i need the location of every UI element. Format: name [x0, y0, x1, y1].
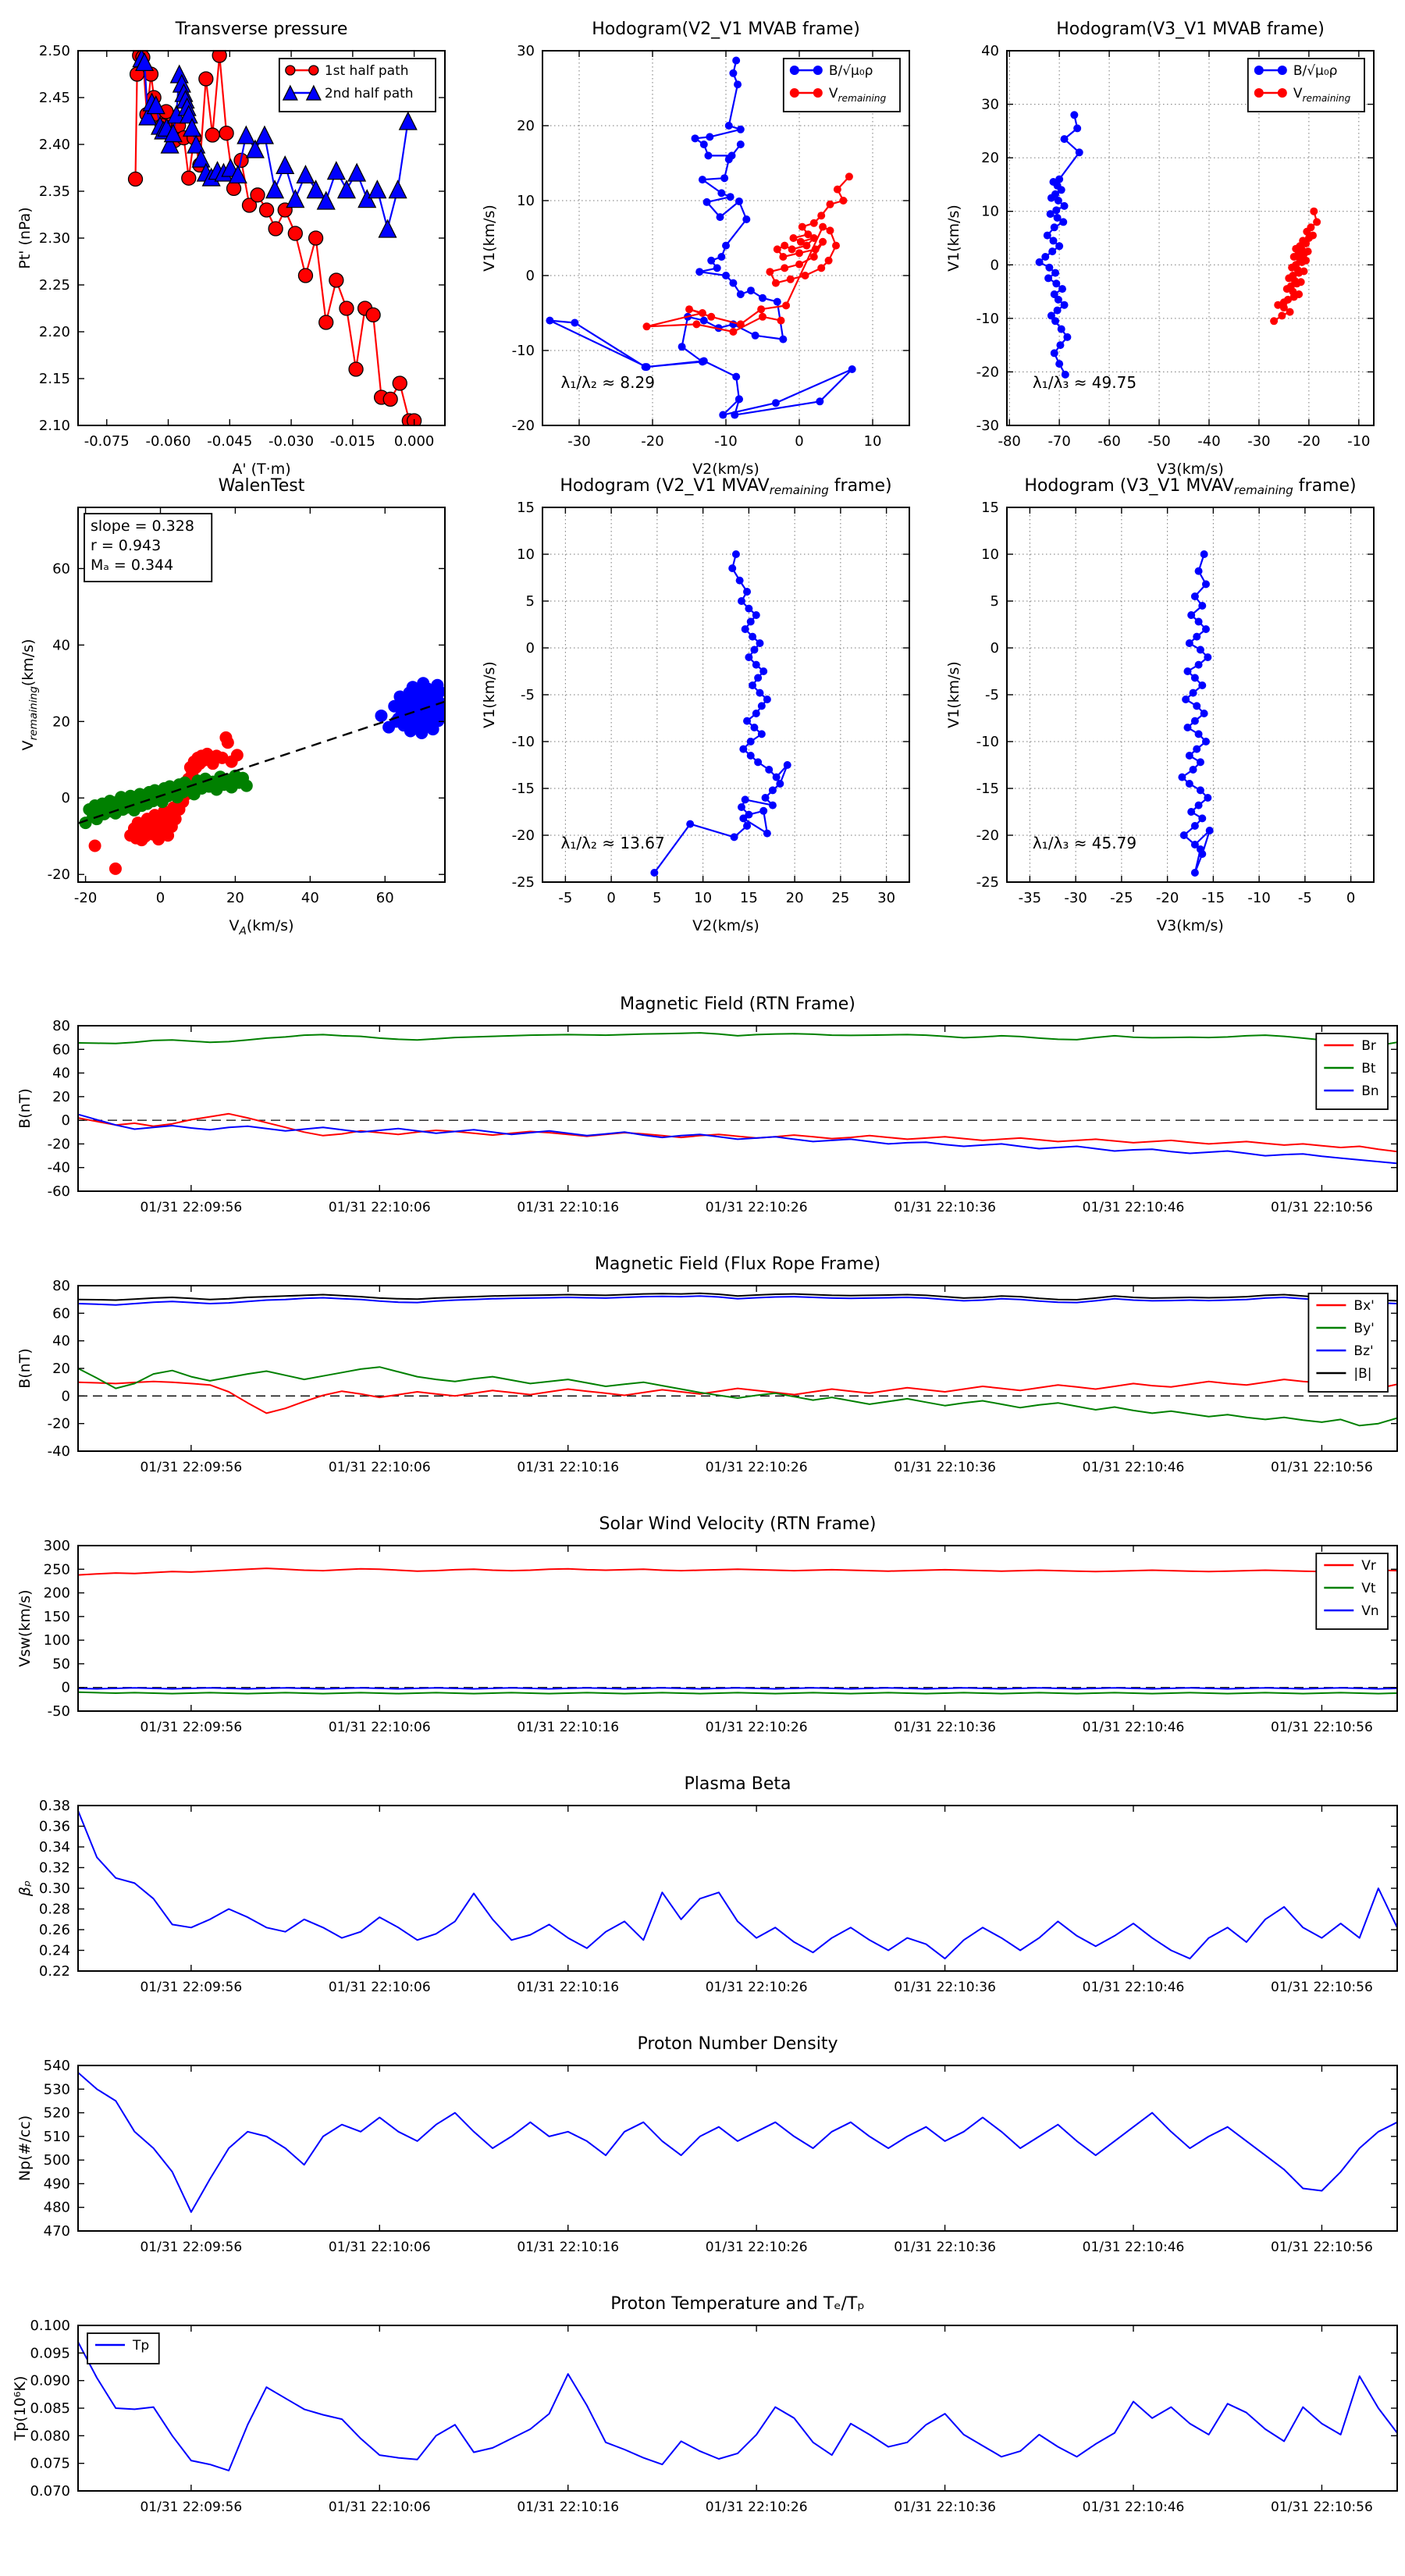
svg-text:01/31 22:10:36: 01/31 22:10:36 — [894, 2240, 996, 2255]
svg-text:0: 0 — [61, 1112, 70, 1130]
svg-text:Vremaining: $V_{remaining}$ — [828, 86, 887, 104]
svg-text:0.36: 0.36 — [38, 1818, 70, 1835]
svg-text:01/31 22:10:36: 01/31 22:10:36 — [894, 1200, 996, 1215]
series-line — [78, 1115, 1397, 1164]
svg-text:01/31 22:10:46: 01/31 22:10:46 — [1082, 2500, 1185, 2515]
panel-title-hodogram-v3v1-mvab: Hodogram(V3_V1 MVAB frame) — [1056, 20, 1325, 39]
panel-title-proton-temp: Proton Temperature and Tₑ/Tₚ — [610, 2294, 865, 2314]
panel-title-transverse-pressure: Transverse pressure — [175, 20, 348, 39]
svg-text:01/31 22:10:56: 01/31 22:10:56 — [1271, 1720, 1373, 1735]
series-line — [654, 554, 787, 873]
panel-title-vsw-rtn: Solar Wind Velocity (RTN Frame) — [599, 1514, 877, 1534]
axes-frame — [78, 1026, 1397, 1191]
legend — [1308, 1293, 1388, 1392]
svg-text:-40: -40 — [47, 1443, 70, 1460]
panel-hodogram-v3v1-mvav — [945, 500, 1374, 934]
svg-text:-0.060: -0.060 — [145, 433, 191, 450]
svg-text:500: 500 — [43, 2152, 70, 2169]
series-layer — [650, 550, 791, 877]
svg-text:-30: -30 — [976, 418, 999, 434]
svg-text:V1(km/s): V1(km/s) — [945, 205, 962, 272]
svg-text:0.24: 0.24 — [38, 1942, 70, 1959]
panel-title-plasma-beta: Plasma Beta — [684, 1774, 791, 1794]
svg-text:530: 530 — [43, 2081, 70, 2098]
svg-text:0.000: 0.000 — [393, 433, 435, 450]
svg-text:01/31 22:10:06: 01/31 22:10:06 — [328, 1200, 431, 1215]
svg-text:-10: -10 — [976, 734, 999, 750]
svg-text:-20: -20 — [1297, 433, 1321, 450]
axes-frame — [78, 2325, 1397, 2491]
svg-text:Br: Br — [1361, 1038, 1376, 1054]
svg-text:0: 0 — [61, 1388, 70, 1405]
svg-text:Bz': Bz' — [1353, 1343, 1374, 1359]
panel-title-proton-density: Proton Number Density — [637, 2034, 838, 2054]
svg-text:0.30: 0.30 — [38, 1880, 70, 1897]
svg-text:0.26: 0.26 — [38, 1922, 70, 1938]
svg-text:0: 0 — [61, 790, 70, 807]
svg-text:2.45: 2.45 — [38, 90, 70, 106]
svg-text:01/31 22:10:16: 01/31 22:10:16 — [517, 2240, 620, 2255]
legend — [279, 59, 436, 112]
svg-text:V3(km/s): V3(km/s) — [1157, 917, 1224, 934]
svg-text:10: 10 — [517, 546, 535, 563]
svg-text:480: 480 — [43, 2199, 70, 2216]
legend — [1316, 1034, 1388, 1109]
svg-text:0.34: 0.34 — [38, 1839, 70, 1856]
svg-text:01/31 22:10:26: 01/31 22:10:26 — [705, 2500, 808, 2515]
series-line — [78, 1568, 1397, 1575]
svg-text:01/31 22:10:56: 01/31 22:10:56 — [1271, 1460, 1373, 1475]
svg-text:01/31 22:10:26: 01/31 22:10:26 — [705, 1980, 808, 1995]
panel-proton-density — [16, 2058, 1397, 2255]
svg-text:2.35: 2.35 — [38, 183, 70, 200]
series-layer — [78, 677, 447, 875]
svg-text:150: 150 — [43, 1608, 70, 1625]
svg-text:-80: -80 — [998, 433, 1021, 450]
svg-text:VA(km/s): $V_A(km/s)$ — [229, 917, 294, 938]
svg-text:-10: -10 — [511, 343, 535, 359]
svg-text:2.25: 2.25 — [38, 277, 70, 294]
svg-text:300: 300 — [43, 1538, 70, 1554]
svg-text:40: 40 — [52, 1065, 70, 1082]
panel-title-hodogram-v3v1-mvav: Hodogram (V3_V1 $MVAV_{remaining}$ frame) — [1024, 476, 1357, 497]
svg-text:-10: -10 — [1347, 433, 1371, 450]
legend — [1248, 59, 1364, 112]
svg-text:470: 470 — [43, 2223, 70, 2240]
svg-text:2.10: 2.10 — [38, 418, 70, 434]
svg-text:40: 40 — [52, 637, 70, 654]
svg-text:15: 15 — [981, 500, 999, 516]
svg-text:40: 40 — [52, 1332, 70, 1350]
svg-text:60: 60 — [52, 560, 70, 578]
series-layer — [78, 2073, 1397, 2212]
svg-text:B(nT): B(nT) — [16, 1348, 34, 1389]
svg-text:01/31 22:10:46: 01/31 22:10:46 — [1082, 1200, 1185, 1215]
svg-text:0.28: 0.28 — [38, 1901, 70, 1918]
svg-text:0: 0 — [990, 257, 999, 274]
svg-text:20: 20 — [981, 150, 999, 167]
svg-text:2.50: 2.50 — [38, 43, 70, 59]
panel-title-mag-rtn: Magnetic Field (RTN Frame) — [620, 994, 855, 1014]
svg-text:0.085: 0.085 — [30, 2400, 70, 2417]
svg-text:2.30: 2.30 — [38, 230, 70, 247]
svg-text:10: 10 — [694, 890, 713, 906]
svg-text:0: 0 — [525, 640, 535, 656]
svg-text:B/√μ₀ρ: B/√μ₀ρ — [828, 63, 873, 79]
svg-text:-0.075: -0.075 — [84, 433, 130, 450]
svg-text:-15: -15 — [976, 781, 999, 797]
series-line — [78, 1114, 1397, 1152]
svg-text:slope = 0.328: slope = 0.328 — [91, 518, 194, 535]
svg-text:Np(#/cc): Np(#/cc) — [16, 2115, 34, 2182]
svg-text:Tp(10⁶K): Tp(10⁶K) — [12, 2375, 29, 2441]
svg-text:-5: -5 — [558, 890, 573, 906]
svg-text:01/31 22:10:06: 01/31 22:10:06 — [328, 1720, 431, 1735]
svg-text:0.095: 0.095 — [30, 2345, 70, 2362]
svg-text:-20: -20 — [976, 827, 999, 844]
legend — [1316, 1553, 1388, 1629]
svg-text:V1(km/s): V1(km/s) — [481, 661, 498, 728]
svg-text:10: 10 — [981, 203, 999, 220]
svg-text:-20: -20 — [47, 866, 70, 884]
svg-text:-15: -15 — [511, 781, 535, 797]
svg-text:Vsw(km/s): Vsw(km/s) — [16, 1589, 34, 1667]
svg-text:Vr: Vr — [1361, 1558, 1376, 1574]
svg-text:01/31 22:09:56: 01/31 22:09:56 — [140, 1200, 243, 1215]
svg-text:20: 20 — [52, 1361, 70, 1377]
svg-text:01/31 22:10:56: 01/31 22:10:56 — [1271, 1200, 1373, 1215]
svg-text:-20: -20 — [511, 418, 535, 434]
svg-text:V2(km/s): V2(km/s) — [692, 917, 759, 934]
svg-text:B/√μ₀ρ: B/√μ₀ρ — [1293, 63, 1338, 79]
svg-text:-5: -5 — [985, 687, 999, 703]
panel-title-mag-fluxrope: Magnetic Field (Flux Rope Frame) — [594, 1254, 881, 1274]
panel-title-walen-test: WalenTest — [218, 476, 305, 496]
svg-text:01/31 22:10:16: 01/31 22:10:16 — [517, 1200, 620, 1215]
svg-text:λ₁/λ₃ ≈ 45.79: λ₁/λ₃ ≈ 45.79 — [1032, 833, 1137, 852]
svg-text:-40: -40 — [1197, 433, 1221, 450]
panel-title-hodogram-v2v1-mvav: Hodogram (V2_V1 $MVAV_{remaining}$ frame) — [560, 476, 892, 497]
svg-text:r = 0.943: r = 0.943 — [91, 537, 162, 554]
svg-text:-0.015: -0.015 — [329, 433, 375, 450]
svg-text:5: 5 — [653, 890, 662, 906]
panel-walen-test — [20, 507, 447, 938]
svg-text:40: 40 — [301, 890, 319, 906]
svg-text:2nd half path: 2nd half path — [324, 86, 414, 101]
svg-text:01/31 22:10:36: 01/31 22:10:36 — [894, 1720, 996, 1735]
svg-text:By': By' — [1353, 1321, 1375, 1336]
series-layer — [78, 1293, 1397, 1426]
svg-text:20: 20 — [52, 713, 70, 731]
svg-text:-20: -20 — [47, 1136, 70, 1153]
svg-text:Bn: Bn — [1361, 1083, 1379, 1099]
svg-text:5: 5 — [990, 593, 999, 610]
svg-text:-25: -25 — [976, 874, 999, 891]
svg-text:-20: -20 — [1155, 890, 1179, 906]
series-layer — [1178, 550, 1213, 877]
svg-text:V1(km/s): V1(km/s) — [481, 205, 498, 272]
svg-text:Vremaining(km/s): $V_{remaining}(km/s)$ — [20, 639, 40, 751]
svg-text:B(nT): B(nT) — [16, 1088, 34, 1129]
svg-text:0: 0 — [525, 268, 535, 284]
svg-text:Vt: Vt — [1361, 1581, 1376, 1596]
panel-proton-temp — [12, 2318, 1397, 2515]
svg-text:λ₁/λ₂ ≈ 13.67: λ₁/λ₂ ≈ 13.67 — [560, 833, 665, 852]
svg-text:-60: -60 — [47, 1183, 70, 1200]
svg-text:15: 15 — [517, 500, 535, 516]
svg-text:10: 10 — [981, 546, 999, 563]
svg-text:-10: -10 — [1247, 890, 1271, 906]
svg-text:01/31 22:10:56: 01/31 22:10:56 — [1271, 1980, 1373, 1995]
svg-text:-70: -70 — [1048, 433, 1071, 450]
svg-text:-10: -10 — [511, 734, 535, 750]
svg-text:-5: -5 — [521, 687, 535, 703]
svg-text:510: 510 — [43, 2128, 70, 2145]
svg-text:200: 200 — [43, 1585, 70, 1602]
svg-text:0: 0 — [155, 890, 165, 906]
svg-text:01/31 22:10:06: 01/31 22:10:06 — [328, 1460, 431, 1475]
svg-text:01/31 22:10:36: 01/31 22:10:36 — [894, 1460, 996, 1475]
svg-text:Vremaining: $V_{remaining}$ — [1293, 86, 1351, 104]
svg-text:01/31 22:10:46: 01/31 22:10:46 — [1082, 1720, 1185, 1735]
axes-frame — [78, 1286, 1397, 1451]
svg-text:540: 540 — [43, 2058, 70, 2074]
panel-hodogram-v2v1-mvav — [481, 500, 909, 934]
svg-text:250: 250 — [43, 1561, 70, 1578]
axes-frame — [78, 1806, 1397, 1971]
panel-hodogram-v2v1-mvab — [481, 43, 909, 478]
series-layer — [78, 1811, 1397, 1959]
svg-text:-0.045: -0.045 — [207, 433, 253, 450]
svg-text:0.090: 0.090 — [30, 2372, 70, 2389]
svg-text:|B|: |B| — [1353, 1366, 1372, 1382]
svg-text:2.20: 2.20 — [38, 324, 70, 340]
svg-text:01/31 22:10:56: 01/31 22:10:56 — [1271, 2240, 1373, 2255]
svg-text:0.38: 0.38 — [38, 1798, 70, 1814]
svg-text:-10: -10 — [976, 310, 999, 327]
svg-text:20: 20 — [226, 890, 244, 906]
svg-text:520: 520 — [43, 2105, 70, 2122]
svg-text:-30: -30 — [1064, 890, 1087, 906]
svg-text:Tp: Tp — [133, 2338, 150, 2354]
panel-title-hodogram-v2v1-mvab: Hodogram(V2_V1 MVAB frame) — [592, 20, 860, 39]
svg-text:-20: -20 — [976, 364, 999, 381]
svg-text:2.15: 2.15 — [38, 371, 70, 387]
svg-text:30: 30 — [517, 43, 535, 59]
svg-text:01/31 22:10:16: 01/31 22:10:16 — [517, 1460, 620, 1475]
legend — [784, 59, 900, 112]
svg-text:0: 0 — [61, 1679, 70, 1696]
svg-text:βₚ: βₚ — [16, 1880, 34, 1897]
series-line — [78, 1692, 1397, 1694]
svg-text:-15: -15 — [1201, 890, 1225, 906]
panel-transverse-pressure — [16, 43, 445, 478]
panel-mag-fluxrope — [16, 1278, 1397, 1475]
svg-text:20: 20 — [517, 118, 535, 134]
svg-text:-20: -20 — [641, 433, 664, 450]
svg-text:490: 490 — [43, 2176, 70, 2193]
svg-text:5: 5 — [525, 593, 535, 610]
svg-text:01/31 22:09:56: 01/31 22:09:56 — [140, 1720, 243, 1735]
svg-text:V2(km/s): V2(km/s) — [692, 461, 759, 478]
legend — [87, 2333, 159, 2364]
svg-text:-35: -35 — [1018, 890, 1042, 906]
svg-text:60: 60 — [52, 1305, 70, 1322]
svg-text:0.100: 0.100 — [30, 2318, 70, 2334]
series-line — [78, 2342, 1397, 2471]
series-layer — [1036, 111, 1321, 379]
svg-text:50: 50 — [52, 1656, 70, 1673]
svg-text:01/31 22:10:16: 01/31 22:10:16 — [517, 1980, 620, 1995]
svg-text:0.22: 0.22 — [38, 1963, 70, 1980]
svg-text:-0.030: -0.030 — [269, 433, 315, 450]
svg-text:0.080: 0.080 — [30, 2428, 70, 2445]
svg-text:01/31 22:10:06: 01/31 22:10:06 — [328, 2500, 431, 2515]
series-layer — [78, 2342, 1397, 2471]
svg-text:Pt' (nPa): Pt' (nPa) — [16, 207, 34, 269]
svg-text:0.070: 0.070 — [30, 2483, 70, 2500]
svg-text:0: 0 — [1346, 890, 1356, 906]
svg-text:01/31 22:10:16: 01/31 22:10:16 — [517, 2500, 620, 2515]
svg-text:40: 40 — [981, 43, 999, 59]
svg-text:80: 80 — [52, 1018, 70, 1034]
svg-text:λ₁/λ₃ ≈ 49.75: λ₁/λ₃ ≈ 49.75 — [1032, 373, 1137, 392]
axes-frame — [78, 1546, 1397, 1711]
svg-text:10: 10 — [863, 433, 882, 450]
series-layer — [78, 1568, 1397, 1694]
panel-vsw-rtn — [16, 1538, 1397, 1735]
svg-text:01/31 22:09:56: 01/31 22:09:56 — [140, 1460, 243, 1475]
svg-text:Mₐ = 0.344: Mₐ = 0.344 — [91, 557, 174, 574]
svg-text:0: 0 — [606, 890, 616, 906]
svg-text:01/31 22:10:36: 01/31 22:10:36 — [894, 1980, 996, 1995]
svg-text:λ₁/λ₂ ≈ 8.29: λ₁/λ₂ ≈ 8.29 — [560, 373, 655, 392]
svg-text:20: 20 — [52, 1088, 70, 1105]
svg-text:01/31 22:09:56: 01/31 22:09:56 — [140, 1980, 243, 1995]
axes-frame — [78, 2065, 1397, 2231]
svg-text:-5: -5 — [1297, 890, 1312, 906]
svg-text:60: 60 — [52, 1041, 70, 1059]
svg-text:V3(km/s): V3(km/s) — [1157, 461, 1224, 478]
svg-text:01/31 22:10:06: 01/31 22:10:06 — [328, 2240, 431, 2255]
series-line — [78, 1811, 1397, 1959]
svg-text:-25: -25 — [511, 874, 535, 891]
svg-text:01/31 22:10:46: 01/31 22:10:46 — [1082, 2240, 1185, 2255]
panel-plasma-beta — [16, 1798, 1397, 1995]
svg-text:10: 10 — [517, 193, 535, 209]
svg-text:0: 0 — [795, 433, 804, 450]
svg-text:A' (T·m): A' (T·m) — [232, 461, 291, 478]
svg-text:01/31 22:10:26: 01/31 22:10:26 — [705, 1200, 808, 1215]
svg-text:01/31 22:10:16: 01/31 22:10:16 — [517, 1720, 620, 1735]
series-line — [78, 2073, 1397, 2212]
svg-text:01/31 22:10:26: 01/31 22:10:26 — [705, 2240, 808, 2255]
svg-text:100: 100 — [43, 1632, 70, 1649]
svg-text:0.32: 0.32 — [38, 1859, 70, 1877]
svg-text:30: 30 — [877, 890, 896, 906]
series-line — [647, 176, 849, 332]
svg-text:80: 80 — [52, 1278, 70, 1294]
svg-text:Vn: Vn — [1361, 1603, 1379, 1619]
svg-text:-20: -20 — [73, 890, 98, 906]
series-line — [78, 1033, 1397, 1045]
svg-text:01/31 22:10:26: 01/31 22:10:26 — [705, 1460, 808, 1475]
svg-text:20: 20 — [785, 890, 804, 906]
svg-text:01/31 22:10:06: 01/31 22:10:06 — [328, 1980, 431, 1995]
svg-text:2.40: 2.40 — [38, 137, 70, 153]
svg-text:-40: -40 — [47, 1159, 70, 1176]
svg-text:25: 25 — [831, 890, 850, 906]
svg-text:15: 15 — [739, 890, 758, 906]
svg-text:01/31 22:09:56: 01/31 22:09:56 — [140, 2240, 243, 2255]
svg-text:30: 30 — [981, 96, 999, 113]
svg-text:01/31 22:09:56: 01/31 22:09:56 — [140, 2500, 243, 2515]
svg-text:0: 0 — [990, 640, 999, 656]
svg-text:-50: -50 — [47, 1703, 70, 1720]
svg-text:V1(km/s): V1(km/s) — [945, 661, 962, 728]
svg-text:-30: -30 — [1247, 433, 1271, 450]
svg-text:Bx': Bx' — [1353, 1298, 1375, 1314]
svg-text:0.075: 0.075 — [30, 2455, 70, 2472]
svg-text:01/31 22:10:36: 01/31 22:10:36 — [894, 2500, 996, 2515]
svg-text:-60: -60 — [1097, 433, 1121, 450]
svg-text:-20: -20 — [511, 827, 535, 844]
svg-text:01/31 22:10:56: 01/31 22:10:56 — [1271, 2500, 1373, 2515]
svg-text:01/31 22:10:46: 01/31 22:10:46 — [1082, 1980, 1185, 1995]
panel-mag-rtn — [16, 1018, 1397, 1215]
svg-text:60: 60 — [375, 890, 394, 906]
svg-text:-10: -10 — [714, 433, 738, 450]
svg-text:01/31 22:10:46: 01/31 22:10:46 — [1082, 1460, 1185, 1475]
svg-text:-30: -30 — [567, 433, 591, 450]
panel-hodogram-v3v1-mvab — [945, 43, 1374, 478]
svg-text:1st half path: 1st half path — [324, 63, 409, 79]
svg-text:-20: -20 — [47, 1415, 70, 1432]
svg-text:-25: -25 — [1110, 890, 1133, 906]
series-line — [78, 702, 445, 824]
series-layer — [78, 1033, 1397, 1163]
svg-text:01/31 22:10:26: 01/31 22:10:26 — [705, 1720, 808, 1735]
svg-text:Bt: Bt — [1361, 1061, 1376, 1076]
grid — [542, 507, 909, 882]
svg-text:-50: -50 — [1147, 433, 1171, 450]
